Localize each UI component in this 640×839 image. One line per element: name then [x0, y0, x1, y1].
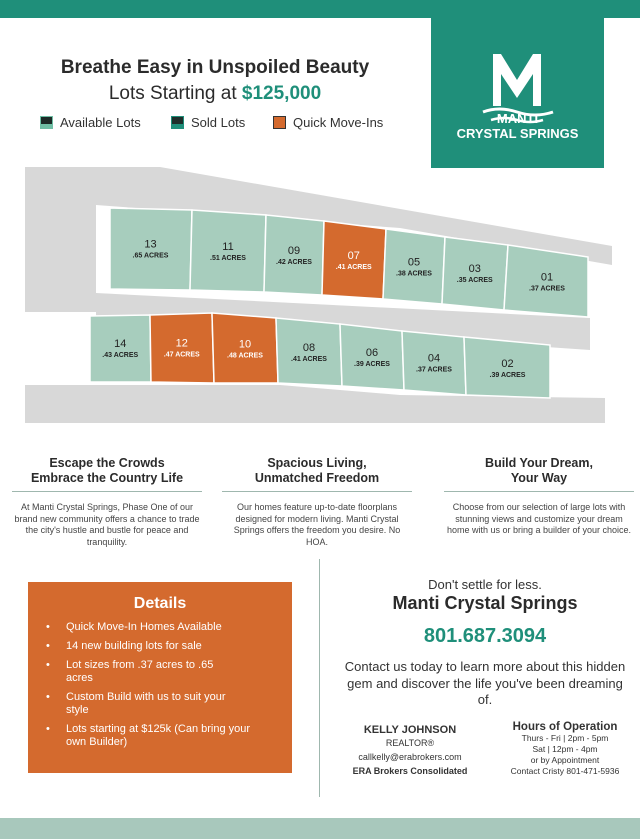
logo [431, 18, 604, 168]
lot-acres: .43 ACRES [102, 351, 139, 359]
hours-line: Thurs - Fri | 2pm - 5pm [521, 733, 609, 743]
lot-number: 04 [427, 352, 441, 365]
details-item: • Custom Build with us to suit your style [28, 691, 248, 717]
lot-acres: .39 ACRES [354, 360, 390, 368]
lot-number: 11 [222, 240, 234, 253]
subline-prefix: Lots Starting at [108, 83, 242, 104]
lot-acres: .38 ACRES [396, 270, 432, 278]
lot-acres: .37 ACRES [529, 285, 565, 293]
headline: Breathe Easy in Unspoiled Beauty [60, 57, 370, 78]
bottom-band [0, 818, 640, 839]
feature-title-line: Unmatched Freedom [254, 471, 380, 485]
cta-body: Contact us today to learn more about this hidden gem and discover the life you've been dreaming of. [344, 659, 626, 707]
lot-05[interactable] [383, 229, 445, 304]
feature-title [222, 455, 412, 487]
lot-number: 14 [114, 337, 127, 350]
feature-country-life [12, 455, 202, 548]
lot-acres: .41 ACRES [335, 264, 372, 271]
feature-title-line: Spacious Living, [267, 456, 367, 470]
details-box [28, 582, 292, 773]
available-swatch-icon [40, 116, 53, 129]
sold-swatch-icon [171, 116, 184, 129]
lot-acres: .47 ACRES [163, 351, 200, 359]
lot-11[interactable] [190, 210, 266, 292]
lot-12[interactable] [150, 313, 214, 383]
lot-02[interactable] [464, 337, 550, 398]
hours-line: Sat | 12pm - 4pm [532, 744, 598, 754]
lot-acres: .41 ACRES [291, 355, 327, 363]
lot-acres: .35 ACRES [456, 277, 493, 284]
divider [222, 491, 412, 492]
feature-title-line: Embrace the Country Life [30, 471, 184, 485]
lot-03[interactable] [442, 237, 508, 310]
feature-title-line: Build Your Dream, [485, 456, 593, 470]
hours-line: Contact Cristy 801-471-5936 [510, 766, 620, 776]
lot-number: 06 [365, 346, 379, 359]
divider [12, 491, 202, 492]
feature-spacious-living [222, 455, 412, 548]
divider [444, 491, 634, 492]
lot-06[interactable] [340, 324, 404, 390]
feature-title [12, 455, 202, 487]
lot-acres: .48 ACRES [227, 352, 263, 360]
contact-block [330, 724, 490, 776]
feature-title-line: Escape the Crowds [49, 456, 165, 470]
lot-acres: .37 ACRES [416, 366, 452, 374]
lot-number: 05 [407, 256, 421, 269]
lot-map [0, 160, 640, 435]
lot-01[interactable] [504, 245, 588, 317]
lot-07[interactable] [322, 221, 386, 299]
hours-block [495, 721, 635, 777]
price: $125,000 [241, 83, 322, 104]
phone-number[interactable]: 801.687.3094 [423, 625, 547, 647]
lot-13[interactable] [110, 208, 192, 290]
agent-role: REALTOR® [385, 738, 435, 748]
lot-number: 08 [302, 341, 316, 354]
feature-body: Our homes feature up-to-date floorplans designed for modern living. Manti Crystal Springs offers the freedom you desire. No HOA. [233, 502, 401, 547]
feature-build-dream [444, 455, 634, 537]
lot-number: 09 [287, 244, 301, 257]
cta-brand: Manti Crystal Springs [392, 593, 578, 613]
lot-10[interactable] [212, 313, 278, 383]
feature-title-line: Your Way [510, 471, 568, 485]
vertical-divider [319, 559, 320, 797]
lot-acres: .42 ACRES [276, 258, 312, 266]
details-item: • Lot sizes from .37 acres to .65 acres [28, 659, 228, 685]
legend-label: Available Lots [60, 115, 141, 130]
legend-label: Quick Move-Ins [293, 115, 384, 130]
logo-line1: MANTI [496, 111, 539, 126]
lot-14[interactable] [90, 315, 151, 382]
legend-sold [171, 115, 245, 130]
feature-body: Choose from our selection of large lots with stunning views and customize your dream home with us or bring a builder of your choice. [446, 502, 632, 535]
details-item: • Quick Move-In Homes Available [28, 621, 292, 634]
lot-number: 12 [175, 337, 188, 350]
lot-number: 02 [501, 357, 514, 370]
agent-name: KELLY JOHNSON [363, 724, 457, 736]
feature-body: At Manti Crystal Springs, Phase One of our brand new community offers a chance to trade the city's hustle and bustle for peace and tranquility. [14, 502, 200, 547]
lot-number: 07 [347, 250, 360, 262]
top-band [0, 0, 640, 18]
agent-company: ERA Brokers Consolidated [352, 766, 468, 776]
lot-acres: .39 ACRES [489, 371, 526, 379]
lot-number: 03 [468, 263, 481, 275]
details-item: • Lots starting at $125k (Can bring your own Builder) [28, 723, 258, 749]
hours-line: or by Appointment [530, 755, 600, 765]
quick-swatch-icon [273, 116, 286, 129]
lot-09[interactable] [264, 215, 324, 295]
subline [20, 83, 410, 105]
details-title: Details [133, 595, 187, 612]
lot-08[interactable] [276, 318, 342, 386]
cta-tagline: Don't settle for less. [428, 577, 542, 592]
legend-quick [273, 115, 383, 130]
lot-acres: .65 ACRES [132, 252, 169, 260]
feature-title [444, 455, 634, 487]
agent-email[interactable]: callkelly@erabrokers.com [358, 752, 462, 762]
legend-label: Sold Lots [191, 115, 246, 130]
legend-available [40, 115, 141, 130]
hours-title: Hours of Operation [512, 721, 618, 733]
lot-number: 01 [540, 271, 554, 284]
lot-number: 10 [238, 338, 252, 351]
lot-acres: .51 ACRES [210, 254, 246, 262]
logo-line2: CRYSTAL SPRINGS [456, 126, 579, 141]
lot-04[interactable] [402, 331, 466, 395]
details-list [28, 621, 292, 749]
details-item: • 14 new building lots for sale [28, 640, 292, 653]
lot-number: 13 [144, 238, 157, 251]
